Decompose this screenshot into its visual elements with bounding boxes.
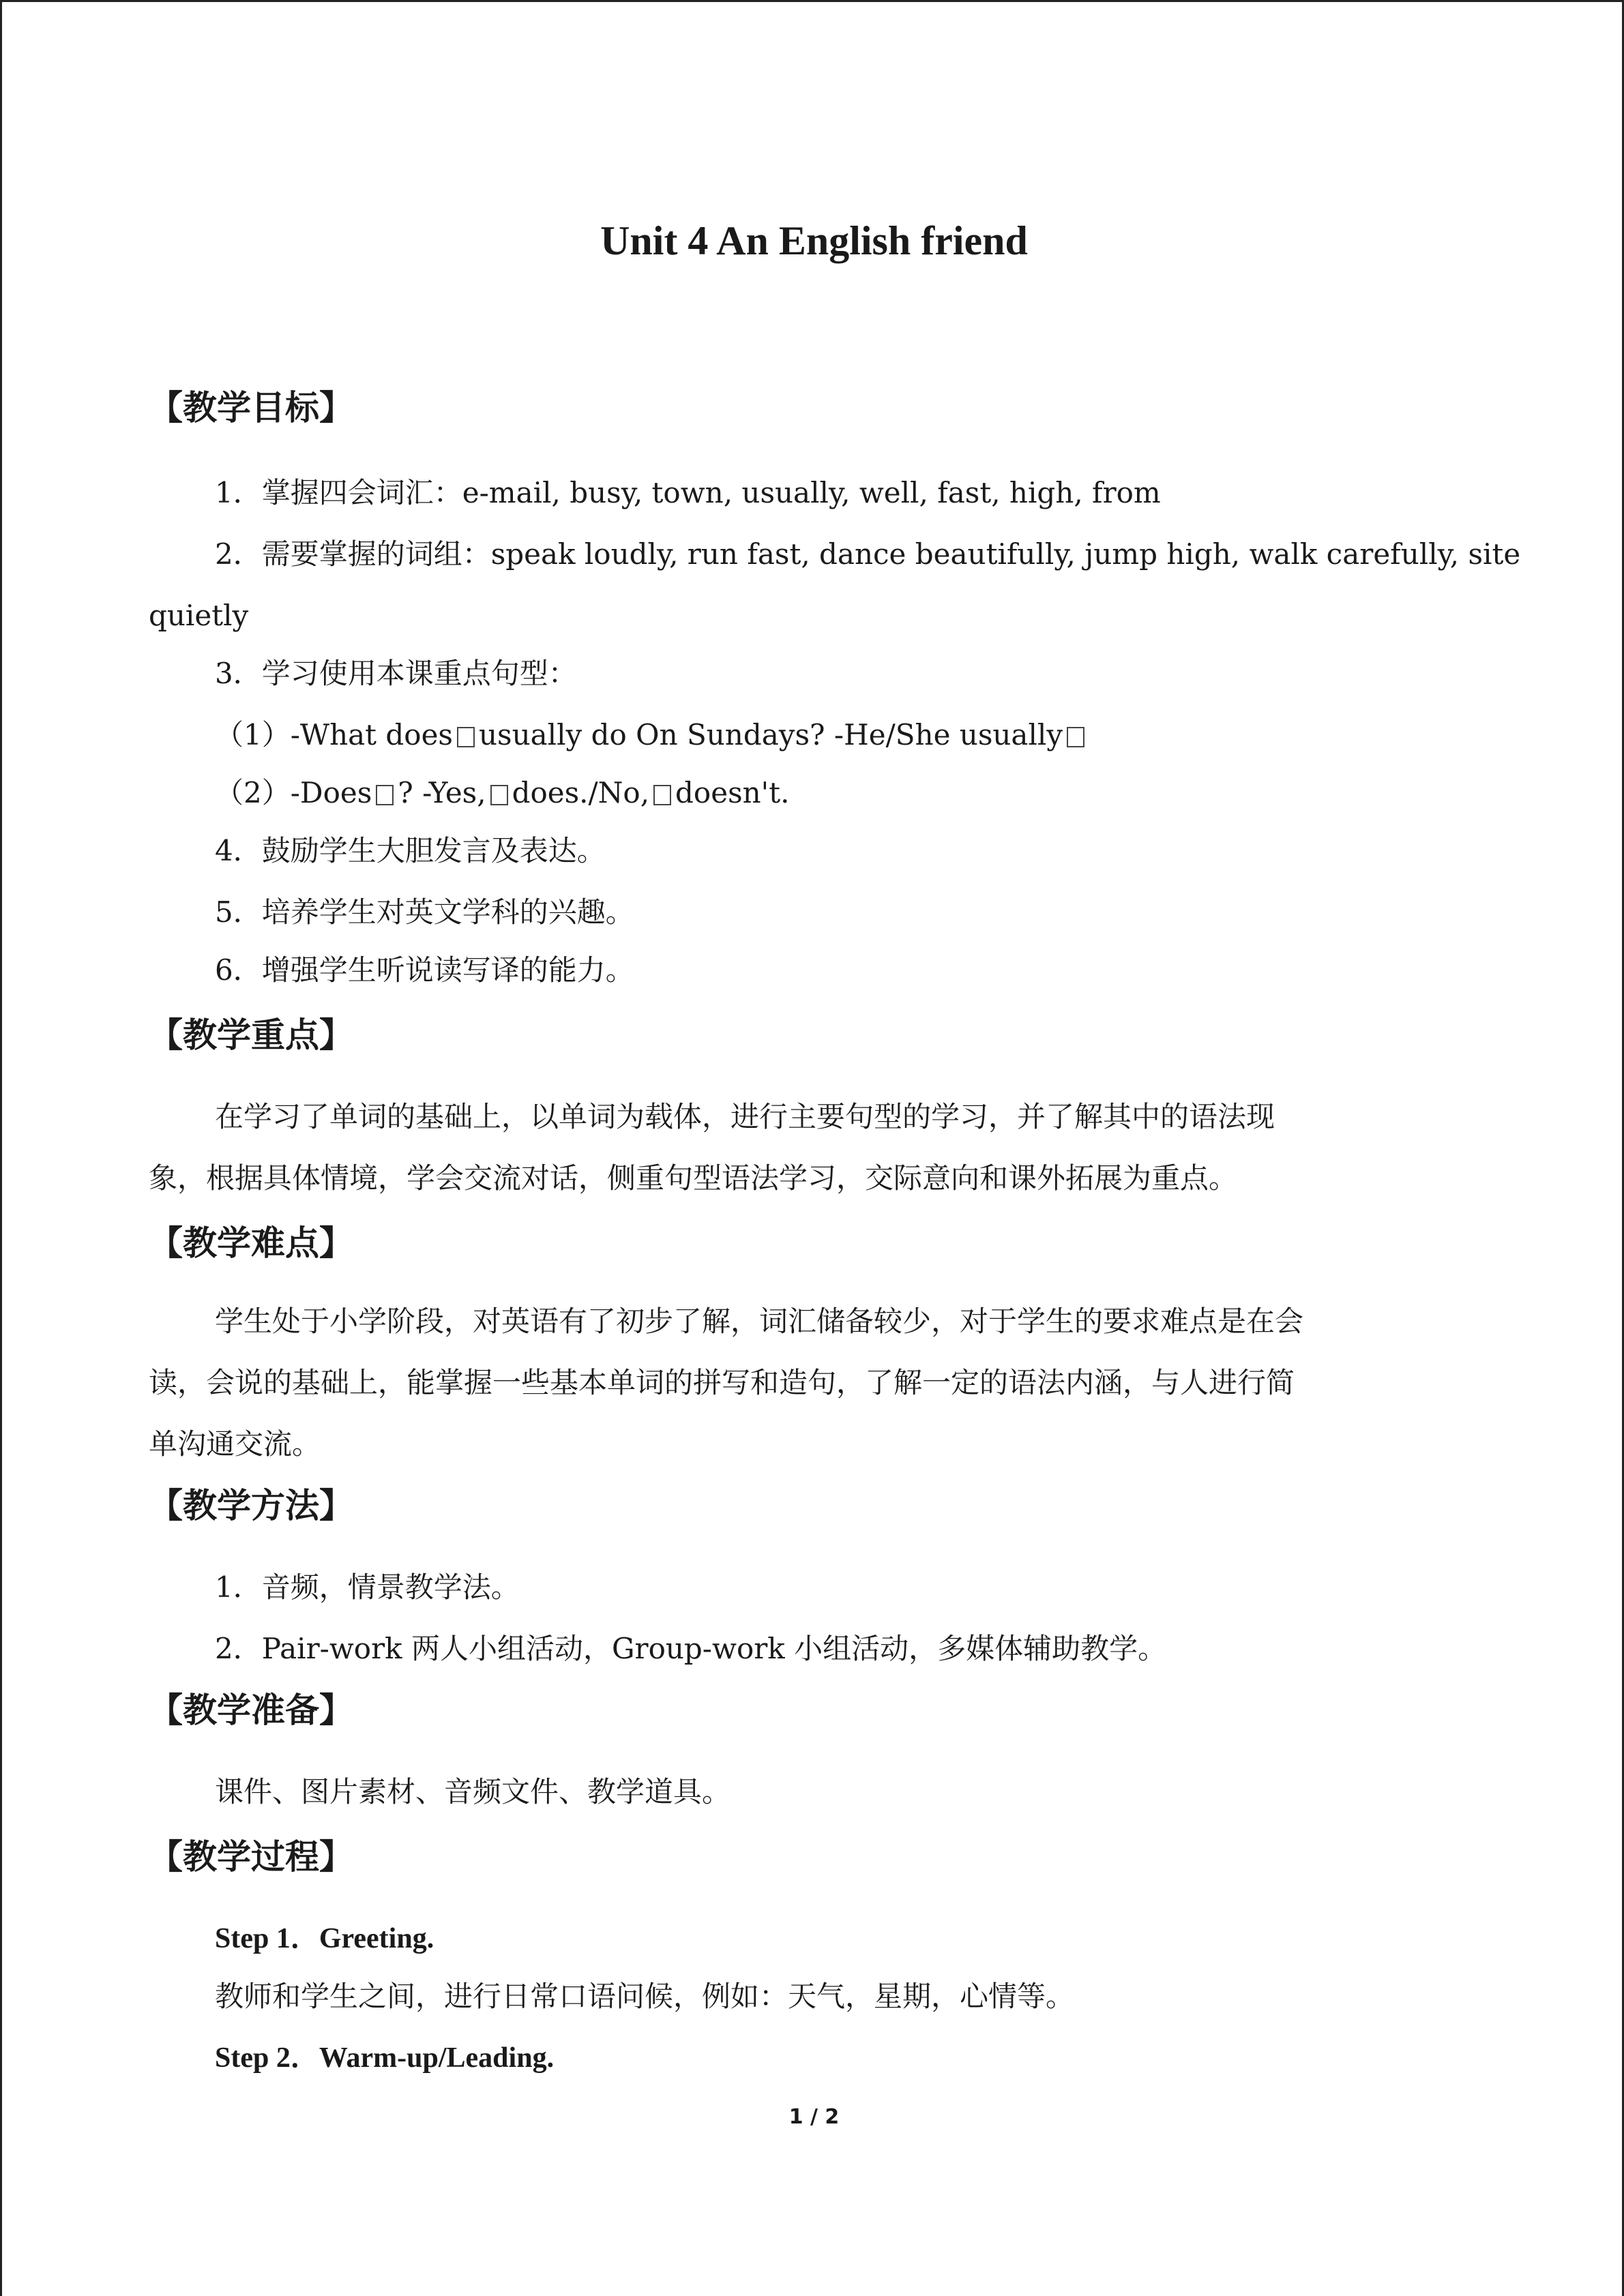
sentence-pattern-2	[215, 773, 789, 814]
difficulties-line-3: 单沟通交流。	[149, 1427, 321, 1461]
step-1-text: 教师和学生之间，进行日常口语问候，例如：天气，星期，心情等。	[215, 1980, 1075, 2013]
objective-item-3: 3．学习使用本课重点句型：	[215, 657, 577, 690]
key-points-line-2: 象，根据具体情境，学会交流对话，侧重句型语法学习，交际意向和课外拓展为重点。	[149, 1161, 1238, 1195]
section-heading-objectives: 【教学目标】	[149, 388, 353, 428]
objective-item-6: 6．增强学生听说读写译的能力。	[215, 953, 634, 987]
placeholder-box-icon	[490, 785, 508, 805]
difficulties-line-1: 学生处于小学阶段，对英语有了初步了解，词汇储备较少，对于学生的要求难点是在会	[215, 1304, 1304, 1338]
placeholder-box-icon	[653, 785, 671, 805]
preparation-text: 课件、图片素材、音频文件、教学道具。	[215, 1775, 731, 1808]
page-number: 1 / 2	[788, 2105, 840, 2129]
document-title: Unit 4 An English friend	[600, 218, 1028, 263]
methods-item-1: 1．音频，情景教学法。	[215, 1570, 520, 1604]
section-heading-process: 【教学过程】	[149, 1837, 353, 1877]
pattern-2-part-a: （2）-Does	[215, 776, 372, 809]
pattern-2-part-d: doesn't.	[675, 776, 790, 809]
objective-item-4: 4．鼓励学生大胆发言及表达。	[215, 834, 606, 867]
key-points-line-1: 在学习了单词的基础上，以单词为载体，进行主要句型的学习，并了解其中的语法现	[215, 1100, 1275, 1133]
pattern-1-part-b: usually do On Sundays? -He/She usually	[478, 718, 1063, 751]
step-1-title: Step 1．Greeting.	[215, 1923, 434, 1954]
section-heading-preparation: 【教学准备】	[149, 1690, 353, 1730]
pattern-2-part-c: does./No,	[512, 776, 650, 809]
placeholder-box-icon	[1067, 727, 1084, 747]
pattern-2-part-b: ? -Yes,	[398, 776, 486, 809]
methods-item-2: 2．Pair-work 两人小组活动，Group-work 小组活动，多媒体辅助教学。	[215, 1632, 1167, 1665]
objective-item-2: 2．需要掌握的词组：speak loudly, run fast, dance beautifully, jump high, walk carefully, site	[215, 537, 1521, 571]
step-2-title: Step 2．Warm-up/Leading.	[215, 2042, 555, 2074]
placeholder-box-icon	[457, 727, 475, 747]
section-heading-key-points: 【教学重点】	[149, 1015, 353, 1055]
objective-item-2-continued: quietly	[149, 599, 249, 632]
pattern-1-part-a: （1）-What does	[215, 718, 453, 751]
placeholder-box-icon	[376, 785, 394, 805]
section-heading-methods: 【教学方法】	[149, 1486, 353, 1525]
objective-item-5: 5．培养学生对英文学科的兴趣。	[215, 895, 634, 929]
section-heading-difficulties: 【教学难点】	[149, 1223, 353, 1263]
difficulties-line-2: 读，会说的基础上，能掌握一些基本单词的拼写和造句，了解一定的语法内涵，与人进行简	[149, 1366, 1295, 1399]
sentence-pattern-1	[215, 715, 1089, 756]
objective-item-1: 1．掌握四会词汇：e-mail, busy, town, usually, well, fast, high, from	[215, 476, 1161, 509]
